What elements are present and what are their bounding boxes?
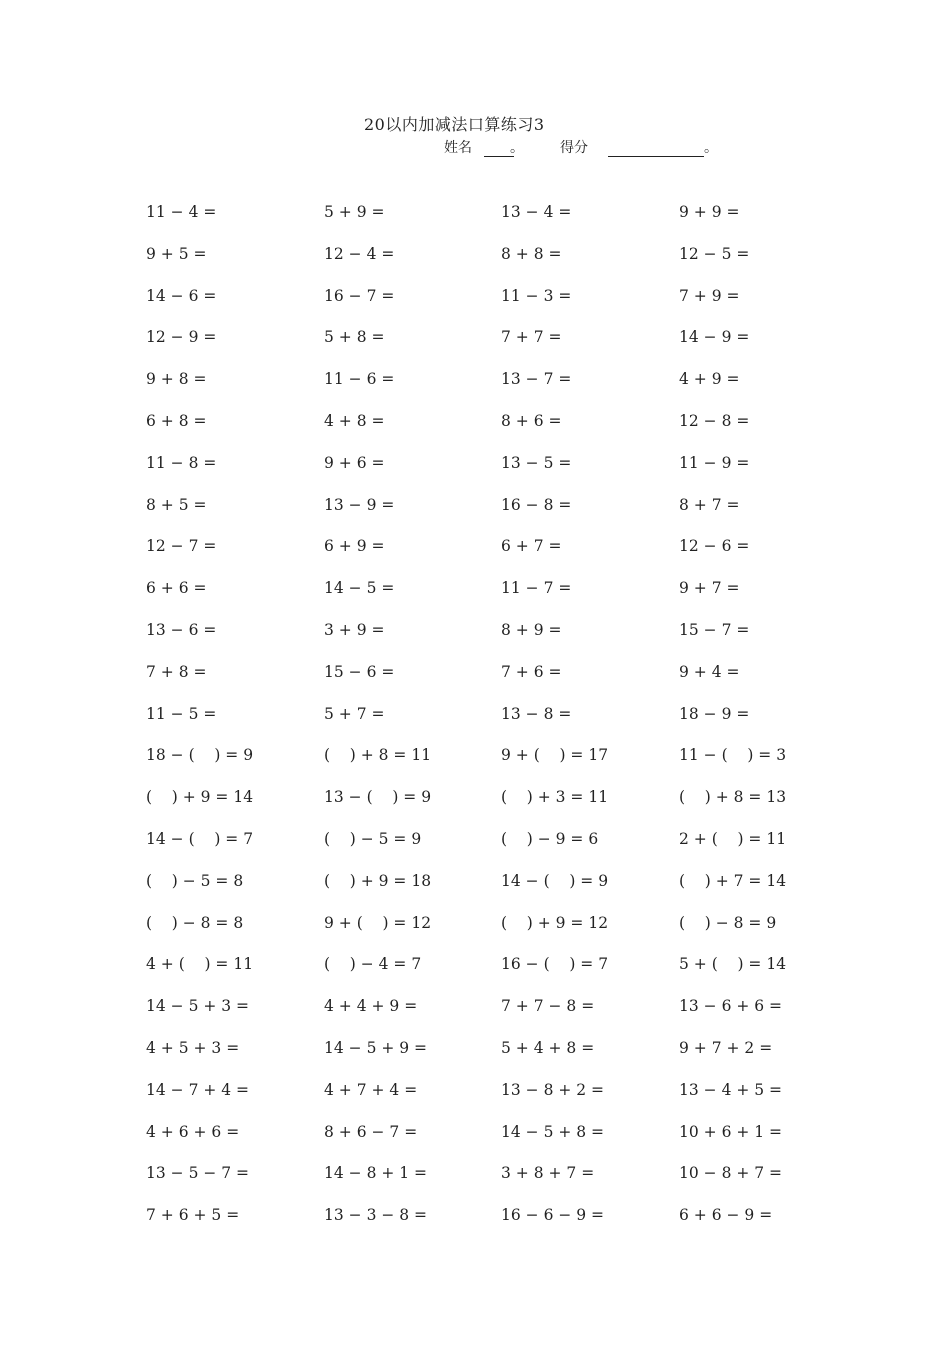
math-problem: 14 − 6 = bbox=[146, 287, 217, 305]
math-problem: 9 + 5 = bbox=[146, 245, 207, 263]
math-problem: 14 − ( ) = 9 bbox=[501, 872, 609, 890]
math-problem: 6 + 6 = bbox=[146, 579, 207, 597]
math-problem: 7 + 6 + 5 = bbox=[146, 1206, 240, 1224]
math-problem: 4 + 7 + 4 = bbox=[324, 1081, 418, 1099]
math-problem: 15 − 6 = bbox=[324, 663, 395, 681]
math-problem: 13 − 3 − 8 = bbox=[324, 1206, 428, 1224]
math-problem: 18 − ( ) = 9 bbox=[146, 746, 254, 764]
math-problem: 11 − 9 = bbox=[679, 454, 750, 472]
math-problem: ( ) + 3 = 11 bbox=[501, 788, 609, 806]
math-problem: 13 − 6 + 6 = bbox=[679, 997, 783, 1015]
math-problem: 11 − ( ) = 3 bbox=[679, 746, 787, 764]
math-problem: 10 − 8 + 7 = bbox=[679, 1164, 783, 1182]
math-problem: ( ) − 4 = 7 bbox=[324, 955, 422, 973]
math-problem: 9 + 8 = bbox=[146, 370, 207, 388]
math-problem: 15 − 7 = bbox=[679, 621, 750, 639]
math-problem: 5 + ( ) = 14 bbox=[679, 955, 787, 973]
math-problem: 4 + 4 + 9 = bbox=[324, 997, 418, 1015]
math-problem: 11 − 7 = bbox=[501, 579, 572, 597]
math-problem: 13 − 7 = bbox=[501, 370, 572, 388]
math-problem: 12 − 9 = bbox=[146, 328, 217, 346]
name-suffix: 。 bbox=[510, 140, 524, 156]
math-problem: 5 + 9 = bbox=[324, 203, 385, 221]
math-problem: 9 + 7 = bbox=[679, 579, 740, 597]
math-problem: ( ) + 9 = 18 bbox=[324, 872, 432, 890]
math-problem: 11 − 5 = bbox=[146, 705, 217, 723]
math-problem: ( ) + 9 = 14 bbox=[146, 788, 254, 806]
math-problem: 10 + 6 + 1 = bbox=[679, 1123, 783, 1141]
math-problem: 16 − ( ) = 7 bbox=[501, 955, 609, 973]
math-problem: 12 − 5 = bbox=[679, 245, 750, 263]
math-problem: 8 + 8 = bbox=[501, 245, 562, 263]
math-problem: 4 + 9 = bbox=[679, 370, 740, 388]
math-problem: 18 − 9 = bbox=[679, 705, 750, 723]
math-problem: 4 + 5 + 3 = bbox=[146, 1039, 240, 1057]
math-problem: 4 + ( ) = 11 bbox=[146, 955, 254, 973]
math-problem: 6 + 9 = bbox=[324, 537, 385, 555]
math-problem: 9 + ( ) = 12 bbox=[324, 914, 432, 932]
math-problem: 2 + ( ) = 11 bbox=[679, 830, 787, 848]
score-suffix: 。 bbox=[704, 140, 718, 156]
worksheet-title: 20以内加减法口算练习3 bbox=[364, 115, 545, 134]
math-problem: 12 − 7 = bbox=[146, 537, 217, 555]
math-problem: ( ) − 5 = 8 bbox=[146, 872, 244, 890]
math-problem: 7 + 9 = bbox=[679, 287, 740, 305]
math-problem: 7 + 6 = bbox=[501, 663, 562, 681]
math-problem: 13 − 8 = bbox=[501, 705, 572, 723]
math-problem: 3 + 9 = bbox=[324, 621, 385, 639]
math-problem: 7 + 7 = bbox=[501, 328, 562, 346]
math-problem: 8 + 5 = bbox=[146, 496, 207, 514]
math-problem: 9 + 9 = bbox=[679, 203, 740, 221]
math-problem: 5 + 8 = bbox=[324, 328, 385, 346]
math-problem: 8 + 6 = bbox=[501, 412, 562, 430]
math-problem: 9 + ( ) = 17 bbox=[501, 746, 609, 764]
math-problem: 14 − 5 = bbox=[324, 579, 395, 597]
math-problem: 6 + 6 − 9 = bbox=[679, 1206, 773, 1224]
math-problem: 14 − 5 + 9 = bbox=[324, 1039, 428, 1057]
math-problem: 4 + 6 + 6 = bbox=[146, 1123, 240, 1141]
math-problem: 13 − 4 = bbox=[501, 203, 572, 221]
math-problem: 16 − 8 = bbox=[501, 496, 572, 514]
math-problem: 6 + 7 = bbox=[501, 537, 562, 555]
math-problem: ( ) − 8 = 8 bbox=[146, 914, 244, 932]
math-problem: 11 − 3 = bbox=[501, 287, 572, 305]
math-problem: ( ) + 9 = 12 bbox=[501, 914, 609, 932]
math-problem: 12 − 6 = bbox=[679, 537, 750, 555]
math-problem: ( ) − 5 = 9 bbox=[324, 830, 422, 848]
math-problem: 5 + 4 + 8 = bbox=[501, 1039, 595, 1057]
math-problem: 9 + 4 = bbox=[679, 663, 740, 681]
math-problem: 7 + 8 = bbox=[146, 663, 207, 681]
math-problem: 13 − 5 = bbox=[501, 454, 572, 472]
math-problem: 14 − 5 + 3 = bbox=[146, 997, 250, 1015]
math-problem: ( ) − 9 = 6 bbox=[501, 830, 599, 848]
name-label: 姓名 bbox=[444, 140, 472, 156]
math-problem: 9 + 6 = bbox=[324, 454, 385, 472]
math-problem: 11 − 6 = bbox=[324, 370, 395, 388]
math-problem: 5 + 7 = bbox=[324, 705, 385, 723]
math-problem: 16 − 6 − 9 = bbox=[501, 1206, 605, 1224]
math-problem: 16 − 7 = bbox=[324, 287, 395, 305]
math-problem: 8 + 9 = bbox=[501, 621, 562, 639]
math-problem: 13 − 4 + 5 = bbox=[679, 1081, 783, 1099]
math-problem: 4 + 8 = bbox=[324, 412, 385, 430]
math-problem: 13 − 8 + 2 = bbox=[501, 1081, 605, 1099]
math-problem: 3 + 8 + 7 = bbox=[501, 1164, 595, 1182]
math-problem: ( ) + 8 = 11 bbox=[324, 746, 432, 764]
math-problem: 13 − 9 = bbox=[324, 496, 395, 514]
math-problem: 11 − 4 = bbox=[146, 203, 217, 221]
math-problem: 13 − 5 − 7 = bbox=[146, 1164, 250, 1182]
math-problem: 14 − 8 + 1 = bbox=[324, 1164, 428, 1182]
math-problem: 14 − 5 + 8 = bbox=[501, 1123, 605, 1141]
math-problem: 7 + 7 − 8 = bbox=[501, 997, 595, 1015]
math-problem: 14 − 9 = bbox=[679, 328, 750, 346]
math-problem: 12 − 4 = bbox=[324, 245, 395, 263]
math-problem: ( ) + 8 = 13 bbox=[679, 788, 787, 806]
math-problem: 14 − ( ) = 7 bbox=[146, 830, 254, 848]
score-blank[interactable] bbox=[608, 156, 704, 157]
math-problem: 14 − 7 + 4 = bbox=[146, 1081, 250, 1099]
math-problem: 13 − ( ) = 9 bbox=[324, 788, 432, 806]
math-problem: 12 − 8 = bbox=[679, 412, 750, 430]
math-problem: 8 + 7 = bbox=[679, 496, 740, 514]
math-problem: 6 + 8 = bbox=[146, 412, 207, 430]
math-problem: 8 + 6 − 7 = bbox=[324, 1123, 418, 1141]
math-problem: ( ) + 7 = 14 bbox=[679, 872, 787, 890]
math-problem: ( ) − 8 = 9 bbox=[679, 914, 777, 932]
math-problem: 11 − 8 = bbox=[146, 454, 217, 472]
math-problem: 9 + 7 + 2 = bbox=[679, 1039, 773, 1057]
score-label: 得分 bbox=[560, 140, 588, 156]
math-problem: 13 − 6 = bbox=[146, 621, 217, 639]
